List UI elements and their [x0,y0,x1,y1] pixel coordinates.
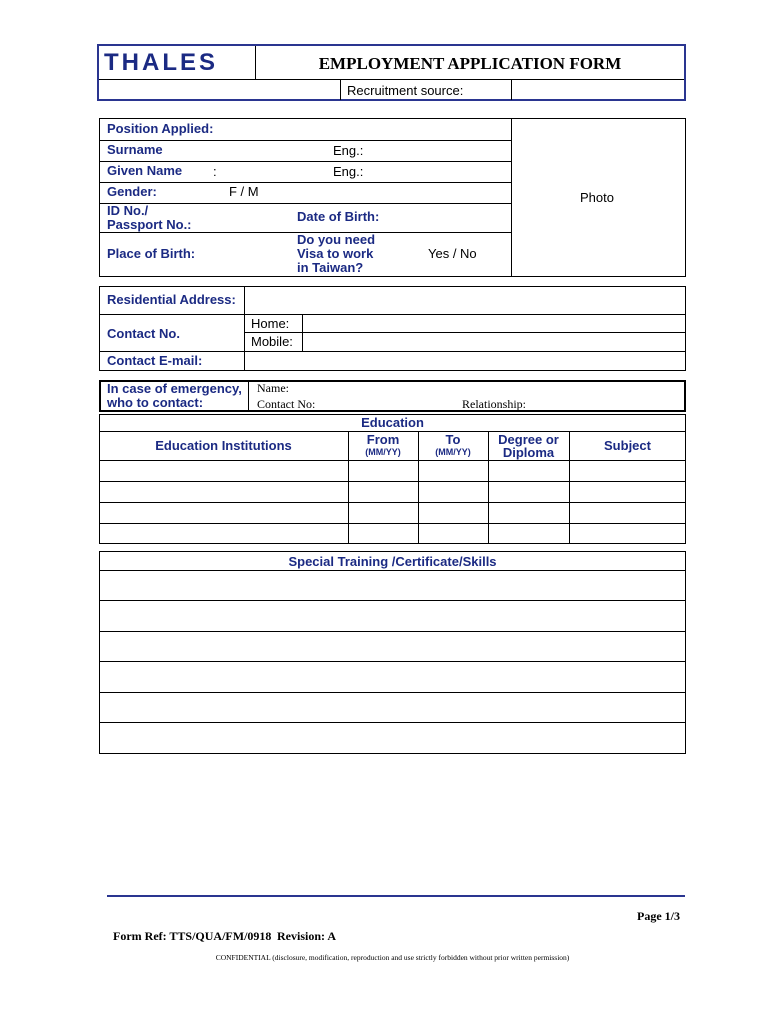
training-row[interactable] [100,601,685,631]
given-name-field[interactable] [220,162,510,182]
residential-address-field[interactable] [245,287,685,314]
emergency-name-label: Name: [257,381,289,395]
emergency-label-line2: who to contact: [107,395,204,410]
education-title: Education [361,415,424,430]
given-name-eng-label: Eng.: [333,164,364,179]
contact-email-field[interactable] [245,352,685,370]
recruitment-source-label: Recruitment source: [347,83,464,98]
given-name-colon: : [213,164,217,179]
header-source-left [340,80,341,100]
confidential-notice: CONFIDENTIAL (disclosure, modification, reproduction and use strictly forbidden without prior written permission) [215,953,570,962]
company-logo: THALES [104,49,218,76]
visa-options[interactable]: Yes / No [428,246,477,261]
training-title: Special Training /Certificate/Skills [288,554,497,569]
home-phone-label: Home: [251,316,290,331]
mobile-phone-field[interactable] [303,333,685,351]
education-to-sub: (MM/YY) [435,447,471,457]
emergency-name-field[interactable] [300,381,684,396]
position-applied-field[interactable] [220,119,510,140]
given-name-label: Given Name [107,163,183,178]
id-no-field[interactable] [200,204,290,232]
education-row[interactable] [100,482,685,502]
photo-label: Photo [580,190,614,205]
training-row[interactable] [100,632,685,661]
visa-question-line2: Visa to work [297,246,374,261]
form-revision: Revision: A [277,929,337,943]
date-of-birth-field[interactable] [385,204,510,232]
surname-eng-label: Eng.: [333,143,364,158]
surname-label: Surname [107,142,163,157]
training-row[interactable] [100,723,685,753]
footer-divider [107,895,685,897]
id-no-label-line1: ID No./ [107,203,149,218]
contact-no-label: Contact No. [107,326,180,341]
date-of-birth-label: Date of Birth: [297,209,380,224]
training-row[interactable] [100,571,685,600]
training-row[interactable] [100,693,685,722]
id-no-label-line2: Passport No.: [107,217,192,232]
page-number: Page 1/3 [637,909,680,923]
gender-label: Gender: [107,184,157,199]
contact-email-label: Contact E-mail: [107,353,203,368]
gender-options[interactable]: F / M [229,184,259,199]
home-phone-field[interactable] [303,315,685,332]
place-of-birth-field[interactable] [200,233,290,276]
emergency-relationship-label: Relationship: [462,397,526,411]
page-title: EMPLOYMENT APPLICATION FORM [318,54,622,73]
education-degree-header-line2: Diploma [502,445,555,460]
emergency-contact-no-field[interactable] [322,397,457,411]
education-degree-header-line1: Degree or [498,432,559,447]
emergency-contact-no-label: Contact No: [257,397,316,411]
training-row[interactable] [100,662,685,692]
mobile-phone-label: Mobile: [251,334,293,349]
education-row[interactable] [100,524,685,543]
visa-question-line1: Do you need [297,232,376,247]
place-of-birth-label: Place of Birth: [107,246,196,261]
position-applied-label: Position Applied: [107,121,214,136]
education-from-header: From [366,432,400,447]
education-to-header: To [445,432,461,447]
education-row[interactable] [100,461,685,481]
visa-question-line3: in Taiwan? [297,260,364,275]
education-subject-header: Subject [604,438,651,453]
emergency-label-line1: In case of emergency, [107,381,242,396]
residential-address-label: Residential Address: [107,292,236,307]
education-institutions-header: Education Institutions [155,438,292,453]
form-reference: Form Ref: TTS/QUA/FM/0918 [113,929,272,943]
surname-field[interactable] [170,141,510,161]
education-row[interactable] [100,503,685,523]
recruitment-source-field[interactable] [512,80,684,100]
education-from-sub: (MM/YY) [365,447,401,457]
emergency-relationship-field[interactable] [535,397,684,411]
